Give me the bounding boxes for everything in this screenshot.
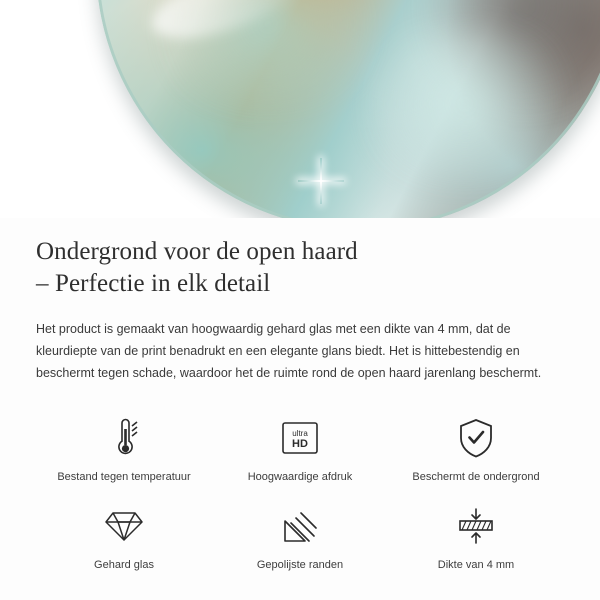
feature-item-thickness xyxy=(388,498,564,576)
hero-image xyxy=(0,0,600,218)
headline-line-1: Ondergrond voor de open haard xyxy=(36,238,358,265)
polished-edges-icon xyxy=(283,504,317,548)
feature-item-temperature xyxy=(36,410,212,488)
feature-label: Dikte van 4 mm xyxy=(437,559,515,571)
diamond-icon xyxy=(104,504,144,548)
feature-label: Gehard glas xyxy=(94,559,154,571)
feature-label: Gepolijste randen xyxy=(256,559,344,571)
headline-line-2: – Perfectie in elk detail xyxy=(36,270,271,297)
feature-item-surface-protection xyxy=(388,410,564,488)
feature-label: Beschermt de ondergrond xyxy=(412,471,540,483)
thermometer-icon xyxy=(109,416,139,460)
feature-item-print-quality xyxy=(212,410,388,488)
feature-label: Hoogwaardige afdruk xyxy=(247,471,353,483)
feature-item-tempered-glass xyxy=(36,498,212,576)
svg-text:HD: HD xyxy=(292,438,308,450)
page-title xyxy=(36,236,564,300)
svg-text:ultra: ultra xyxy=(292,429,308,438)
thickness-icon xyxy=(456,504,496,548)
shield-check-icon xyxy=(458,416,494,460)
feature-label: Bestand tegen temperatuur xyxy=(57,471,191,483)
glass-rim xyxy=(96,0,600,218)
feature-item-polished-edges xyxy=(212,498,388,576)
feature-grid xyxy=(36,410,564,576)
ultra-hd-icon xyxy=(281,416,319,460)
content-block xyxy=(0,218,600,576)
body-paragraph: Het product is gemaakt van hoogwaardig gehard glas met een dikte van 4 mm, dat de kleurdiepte van de print benadrukt en een elegante glans biedt. Het is hittebestendig en beschermt tegen schade, waardoor het de ruimte rond de open haard jarenlang beschermt. xyxy=(36,322,542,380)
glass-plate-image xyxy=(96,0,600,218)
